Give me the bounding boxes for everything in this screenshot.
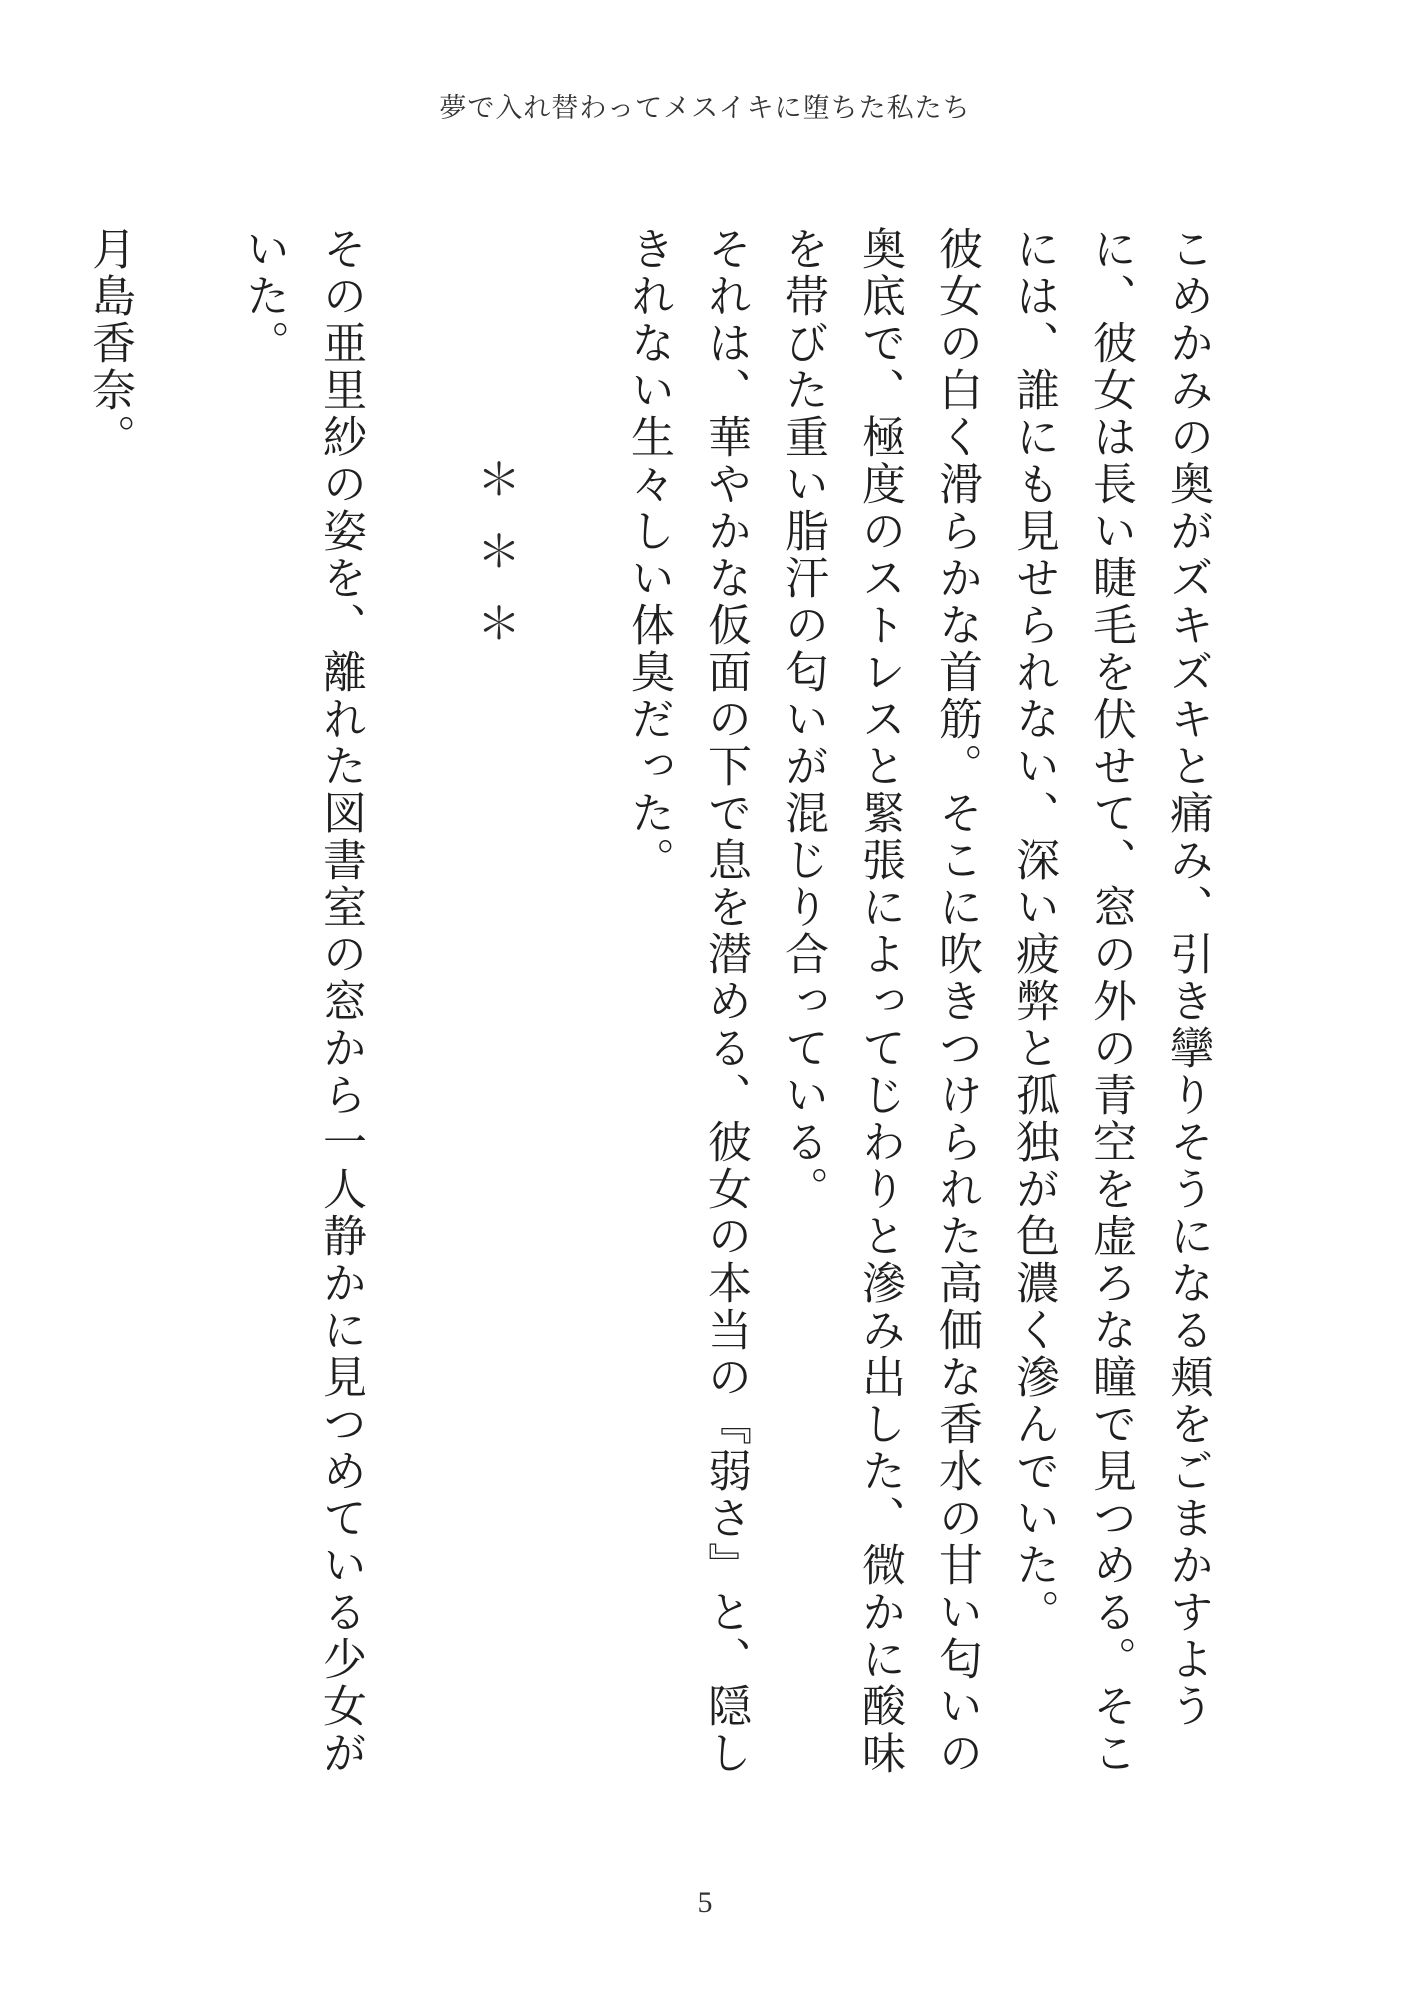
- paragraph: 彼女の白く滑らかな首筋。そこに吹きつけられた高価な香水の甘い匂いの奥底で、極度のストレスと緊張によってじわりと滲み出した、微かに酸味を帯びた重い脂汗の匂いが混じり合っている。: [777, 226, 982, 1777]
- paragraph: こめかみの奥がズキズキと痛み、引き攣りそうになる頬をごまかすように、彼女は長い睫毛を伏せて、窓の外の青空を虚ろな瞳で見つめる。そこには、誰にも見せられない、深い疲弊と孤独が色濃く滲んでいた。: [1008, 226, 1213, 1777]
- page-number: 5: [697, 1886, 713, 1919]
- paragraph: 月島香奈。: [84, 226, 135, 461]
- running-title: 夢で入れ替わってメスイキに堕ちた私たち: [439, 93, 971, 124]
- blank-line: [533, 226, 610, 1786]
- blank-line: [148, 226, 225, 1786]
- section-break: ＊＊＊: [469, 456, 520, 672]
- blank-line: [379, 226, 456, 1786]
- paragraph: それは、華やかな仮面の下で息を潜める、彼女の本当の『弱さ』と、隠しきれない生々しい体臭だった。: [623, 226, 751, 1777]
- paragraph: その亜里紗の姿を、離れた図書室の窓から一人静かに見つめている少女がいた。: [238, 226, 366, 1777]
- vertical-body-text: [84, 226, 1226, 1786]
